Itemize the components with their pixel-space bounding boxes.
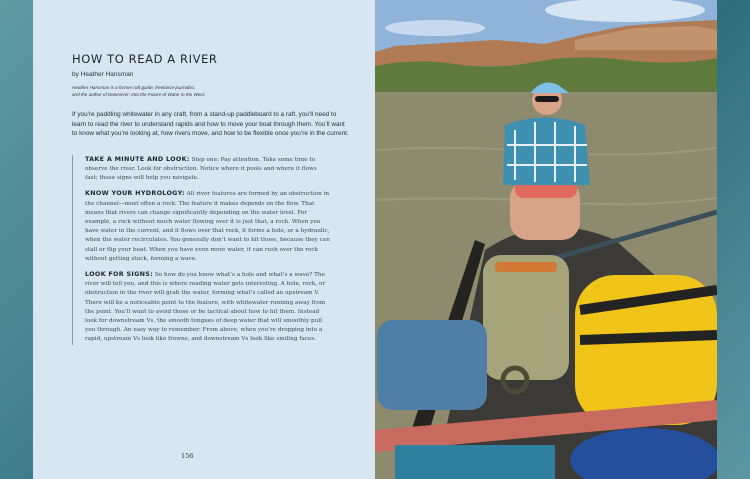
blue-dry-bag bbox=[377, 320, 487, 410]
patterned-bag bbox=[395, 445, 555, 479]
tip-section bbox=[85, 155, 331, 184]
tip-body: All river features are formed by an obstruction in the channel—most often a rock. The feature it makes depends on the flow. That means that rivers can change significantly depending on the water level. For example, a rock without much water flowing over it is just that, a rock. When you have water in the current, and it flows over that rock, it forms a hole, or a hydraulic, when the water recirculates. You generally don’t want to hit those, because they can stall or flip your boat. When you have even more water, it can rush over the rock without getting stuck, forming a wave. bbox=[85, 191, 330, 262]
article-title: HOW TO READ A RIVER bbox=[72, 52, 218, 66]
cloud bbox=[385, 20, 485, 36]
canoe-photo bbox=[375, 0, 717, 479]
bio-line: Heather Hansman is a former raft guide, freelance journalist, bbox=[72, 85, 196, 90]
photo-page bbox=[375, 0, 717, 479]
tip-heading: KNOW YOUR HYDROLOGY: bbox=[85, 189, 185, 198]
tip-body: Step one: Pay attention. Take some time to observe the river. Look for obstruction. Notice where it pools and where it flows fast; those signs will help you navigate. bbox=[85, 156, 317, 182]
tip-body: So how do you know what’s a hole and what’s a wave? The river will tell you, and this is where reading water gets interesting. A hole, rock, or obstruction in the river will grab the water, forming what’s called an upstream V. There will be a noticeable point to the feature, with whitewater running away from the point. You’ll want to avoid those or be tactical about how to hit them. Instead look for downstream Vs, the smooth tongues of deep water that will smoothly pull you through. An easy way to remember: From above, when you’re dropping into a rapid, upstream Vs look like frowns, and downstream Vs look like smiling faces. bbox=[85, 272, 326, 343]
person-shirt bbox=[503, 118, 590, 186]
cooler-bag bbox=[483, 255, 569, 380]
byline: by Heather Hansman bbox=[72, 71, 134, 78]
page-number: 156 bbox=[181, 452, 194, 460]
book-spread bbox=[33, 0, 717, 479]
left-page bbox=[33, 0, 375, 479]
tip-heading: LOOK FOR SIGNS: bbox=[85, 270, 154, 279]
tips-sidebar bbox=[72, 155, 331, 345]
tip-heading: TAKE A MINUTE AND LOOK: bbox=[85, 154, 190, 163]
tip-section bbox=[85, 270, 331, 345]
sunglasses bbox=[535, 96, 559, 102]
bio-line: and the author of Downriver: Into the Future of Water in the West. bbox=[72, 92, 206, 97]
intro-paragraph: If you’re paddling whitewater in any craft, from a stand-up paddleboard to a raft, you’ll need to learn to read the river to understand rapids and how to move your boat through them. You’ll want to know what you’re looking at, how rivers move, and how to be flexible once you’re in the current. bbox=[72, 111, 349, 138]
tip-section bbox=[85, 189, 331, 264]
author-bio bbox=[72, 84, 349, 98]
cooler-zipper bbox=[495, 262, 557, 272]
